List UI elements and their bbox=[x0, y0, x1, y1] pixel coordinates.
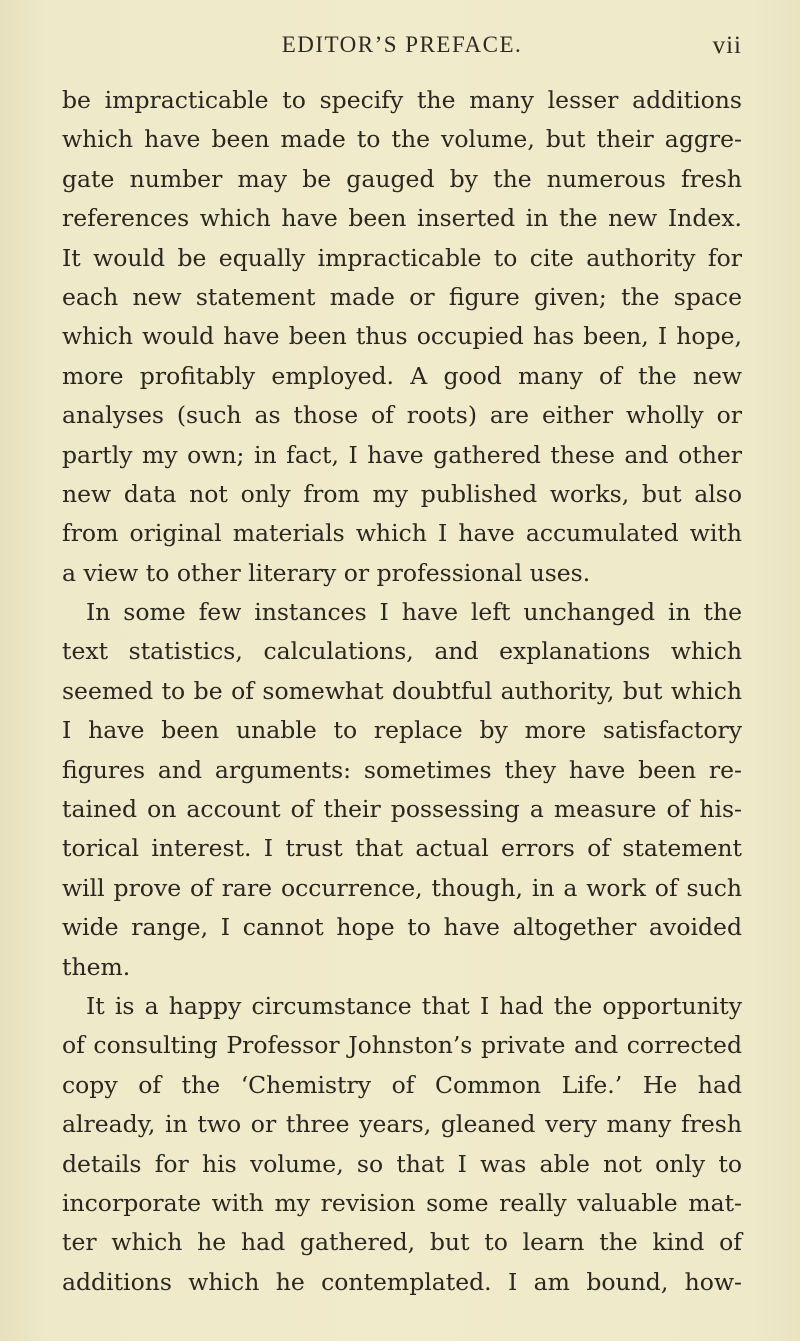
text-line: each new statement made or figure given; the space bbox=[62, 282, 742, 311]
text-line: new data not only from my published works, but also bbox=[62, 479, 742, 508]
body-text bbox=[62, 81, 742, 1302]
text-line: torical interest. I trust that actual errors of statement bbox=[62, 834, 742, 863]
text-line: tained on account of their possessing a measure of his- bbox=[62, 795, 742, 824]
text-line: I have been unable to replace by more satisfactory bbox=[62, 716, 742, 745]
text-line: text statistics, calculations, and explanations which bbox=[62, 637, 742, 666]
text-line: which would have been thus occupied has been, I hope, bbox=[62, 322, 742, 351]
text-line: analyses (such as those of roots) are either wholly or bbox=[62, 401, 742, 430]
text-line: wide range, I cannot hope to have altogether avoided bbox=[62, 913, 742, 942]
text-line: references which have been inserted in the new Index. bbox=[62, 204, 742, 233]
text-line: be impracticable to specify the many lesser additions bbox=[62, 86, 742, 114]
text-line: seemed to be of somewhat doubtful authority, but which bbox=[62, 676, 742, 705]
paragraph-end-line: a view to other literary or professional uses. bbox=[62, 558, 591, 587]
running-header bbox=[62, 32, 742, 66]
text-line: gate number may be gauged by the numerous fresh bbox=[62, 164, 742, 193]
text-line: from original materials which I have accumulated with bbox=[62, 519, 742, 548]
text-line: incorporate with my revision some really valuable mat- bbox=[62, 1188, 742, 1217]
paragraph-start-line: It is a happy circumstance that I had the opportunity bbox=[86, 991, 742, 1020]
text-line: figures and arguments: sometimes they have been re- bbox=[62, 755, 742, 784]
text-line: already, in two or three years, gleaned very many fresh bbox=[62, 1110, 742, 1139]
paragraph-start-line: In some few instances I have left unchanged in the bbox=[86, 598, 742, 627]
text-line: copy of the ‘Chemistry of Common Life.’ He had bbox=[62, 1070, 742, 1099]
running-title: EDITOR’S PREFACE. bbox=[281, 32, 523, 57]
page-number: vii bbox=[712, 32, 742, 59]
text-line: ter which he had gathered, but to learn the kind of bbox=[62, 1228, 742, 1257]
text-line: partly my own; in fact, I have gathered these and other bbox=[62, 440, 742, 469]
text-line: will prove of rare occurrence, though, in a work of such bbox=[62, 873, 742, 902]
text-line: which have been made to the volume, but their aggre- bbox=[62, 125, 742, 154]
text-line: additions which he contemplated. I am bound, how- bbox=[62, 1267, 742, 1296]
paragraph-end-line: them. bbox=[62, 952, 131, 981]
text-line: of consulting Professor Johnston’s private and corrected bbox=[62, 1031, 742, 1060]
text-line: details for his volume, so that I was able not only to bbox=[62, 1149, 742, 1178]
text-line: It would be equally impracticable to cite authority for bbox=[62, 243, 742, 272]
text-line: more profitably employed. A good many of the new bbox=[62, 361, 742, 390]
